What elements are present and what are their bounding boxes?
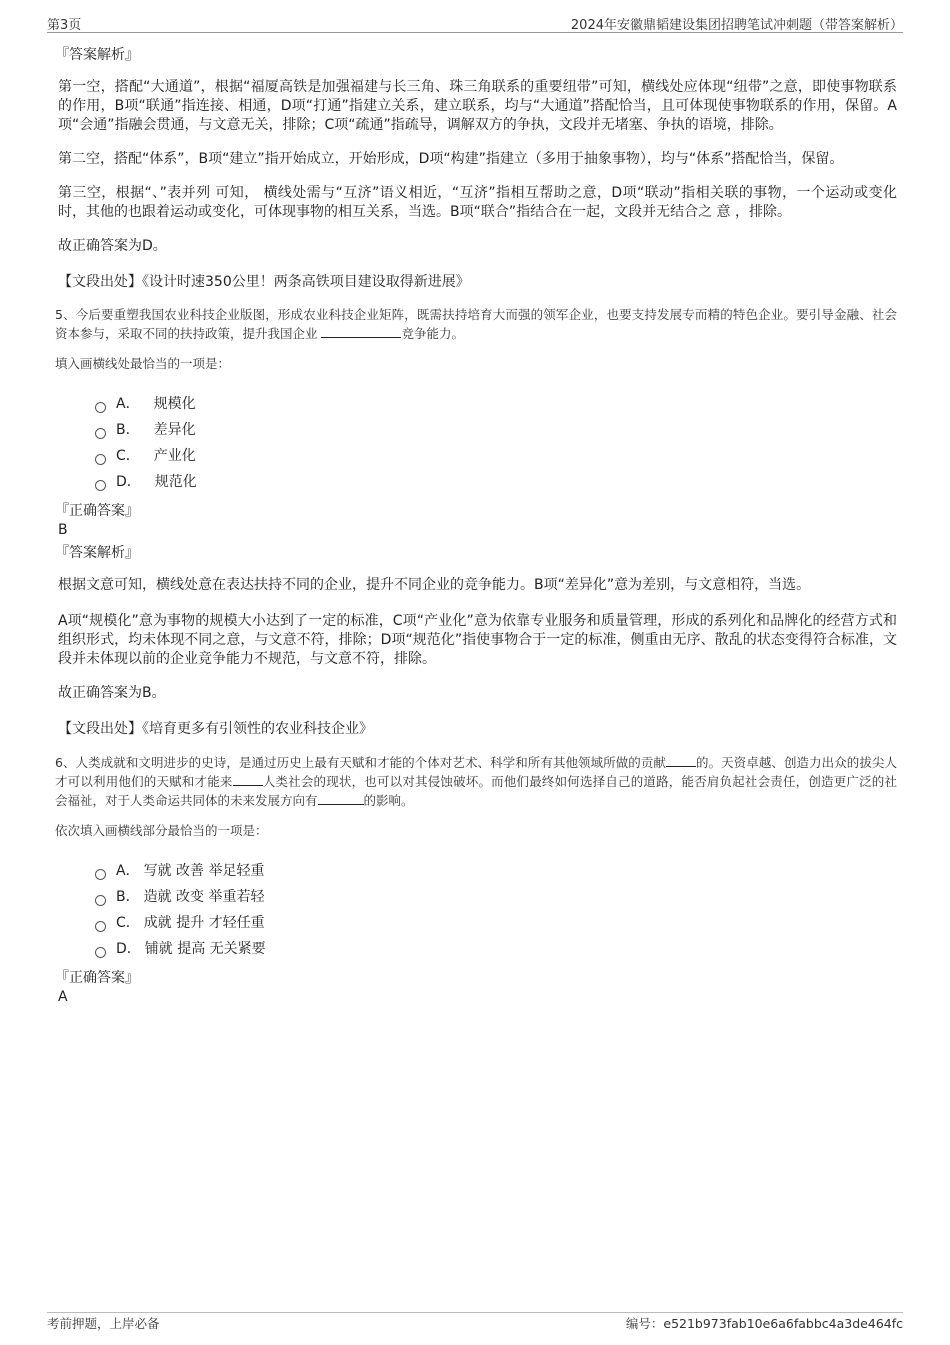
q5-options <box>95 391 897 495</box>
q6-blank-2 <box>233 773 263 786</box>
q6-answer: A <box>58 989 68 1005</box>
q6-stem-part-4: 的影响。 <box>363 793 414 808</box>
page-footer <box>47 1314 903 1332</box>
option-letter: D． <box>116 474 141 490</box>
q5-stem <box>55 305 897 343</box>
option-text: 规模化 <box>153 396 196 412</box>
option-text: 规范化 <box>154 474 197 490</box>
q5-stem-end: 竞争能力。 <box>401 326 464 341</box>
footer-slogan: 考前押题，上岸必备 <box>47 1316 160 1331</box>
q6-correct-label: 『正确答案』 <box>55 970 139 986</box>
q4-conclusion: 故正确答案为D。 <box>58 238 167 254</box>
q6-prompt: 依次填入画横线部分最恰当的一项是： <box>55 823 268 838</box>
q6-options <box>95 858 897 962</box>
radio-button-icon[interactable] <box>95 947 106 958</box>
q4-analysis-paragraph-2: 第二空，搭配“体系”，B项“建立”指开始成立，开始形成，D项“构建”指建立（多用于抽象事物），均与“体系”搭配恰当，保留。 <box>58 151 844 167</box>
header-divider <box>47 32 903 33</box>
q5-correct-label: 『正确答案』 <box>55 503 139 519</box>
q6-blank-3 <box>318 792 364 805</box>
q5-analysis-paragraph-2: A项“规模化”意为事物的规模大小达到了一定的标准，C项“产业化”意为依靠专业服务和质量管理，形成的系列化和品牌化的经营方式和组织形式，均未体现不同之意，与文意不符，排除；D项“规范化”指使事物合于一定的标准，侧重由无序、散乱的状态变得符合标准，文段并未体现以前的企业竞争能力不规范，与文意不符，排除。 <box>58 613 897 667</box>
document-title: 2024年安徽鼎韬建设集团招聘笔试冲刺题（带答案解析） <box>570 18 903 33</box>
option-letter: C． <box>116 915 140 931</box>
option-text: 产业化 <box>153 448 196 464</box>
option-text: 写就 改善 举足轻重 <box>143 863 265 879</box>
page-number: 第3页 <box>47 18 82 33</box>
q5-option-d[interactable] <box>95 469 897 495</box>
q5-option-a[interactable] <box>95 391 897 417</box>
option-text: 铺就 提高 无关紧要 <box>144 941 266 957</box>
q4-analysis-paragraph-3: 第三空，根据“、”表并列 可知， 横线处需与“互济”语义相近，“互济”指相互帮助之意，D项“联动”指相关联的事物，一个运动或变化时，其他的也跟着运动或变化，可体现事物的相互关系，当选。B项“联合”指结合在一起，文段并无结合之 意 ，排除。 <box>58 185 897 220</box>
q6-blank-1 <box>666 754 696 767</box>
q6-stem-part-2: 的。天资卓越、创造力出众的拔尖人才可以利用他们的天赋和才能来 <box>55 755 897 789</box>
option-letter: B． <box>116 422 140 438</box>
option-letter: B． <box>116 889 140 905</box>
code-value: e521b973fab10e6a6fabbc4a3de464fc <box>663 1316 903 1331</box>
option-text: 差异化 <box>153 422 196 438</box>
q5-prompt: 填入画横线处最恰当的一项是： <box>55 356 231 371</box>
radio-button-icon[interactable] <box>95 895 106 906</box>
q5-blank <box>321 325 401 338</box>
q5-option-b[interactable] <box>95 417 897 443</box>
q5-analysis-paragraph-1: 根据文意可知，横线处意在表达扶持不同的企业，提升不同企业的竞争能力。B项“差异化”意为差别，与文意相符，当选。 <box>58 577 811 593</box>
radio-button-icon[interactable] <box>95 869 106 880</box>
q5-source: 【文段出处】《培育更多有引领性的农业科技企业》 <box>58 721 373 737</box>
option-letter: A． <box>116 396 140 412</box>
q4-source: 【文段出处】《设计时速350公里！两条高铁项目建设取得新进展》 <box>58 274 470 290</box>
page-header <box>47 14 903 32</box>
code-label: 编号： <box>625 1316 664 1331</box>
q6-option-c[interactable] <box>95 910 897 936</box>
q6-stem <box>55 753 897 810</box>
option-letter: D． <box>116 941 141 957</box>
q6-option-a[interactable] <box>95 858 897 884</box>
q4-analysis-paragraph-1: 第一空，搭配“大通道”，根据“福厦高铁是加强福建与长三角、珠三角联系的重要纽带”可知，横线处应体现“纽带”之意，即使事物联系的作用，B项“联通”指连接、相通，D项“打通”指建立关系，建立联系，均与“大通道”搭配恰当，且可体现使事物联系的作用，保留。A项“会通”指融会贯通，与文意无关，排除；C项“疏通”指疏导，调解双方的争执，文段并无堵塞、争执的语境，排除。 <box>58 79 897 133</box>
q6-stem-part-3: 人类社会的现状，也可以对其侵蚀破坏。而他们最终如何选择自己的道路，能否肩负起社会责任，创造更广泛的社会福祉，对于人类命运共同体的未来发展方向有 <box>55 774 897 808</box>
q5-stem-text: 5、今后要重塑我国农业科技企业版图，形成农业科技企业矩阵，既需扶持培育大而强的领军企业，也要支持发展专而精的特色企业。要引导金融、社会资本参与，采取不同的扶持政策，提升我国企业 <box>55 307 897 341</box>
q6-option-d[interactable] <box>95 936 897 962</box>
q5-option-c[interactable] <box>95 443 897 469</box>
option-text: 造就 改变 举重若轻 <box>143 889 265 905</box>
footer-divider <box>47 1312 903 1313</box>
radio-button-icon[interactable] <box>95 402 106 413</box>
radio-button-icon[interactable] <box>95 428 106 439</box>
document-code <box>626 1314 903 1332</box>
q4-analysis-label: 『答案解析』 <box>55 47 139 63</box>
q6-stem-part-1: 6、人类成就和文明进步的史诗，是通过历史上最有天赋和才能的个体对艺术、科学和所有其他领域所做的贡献 <box>55 755 666 770</box>
option-letter: C． <box>116 448 140 464</box>
page-content <box>55 46 897 1011</box>
q6-option-b[interactable] <box>95 884 897 910</box>
option-letter: A． <box>116 863 140 879</box>
radio-button-icon[interactable] <box>95 480 106 491</box>
q5-conclusion: 故正确答案为B。 <box>58 685 166 701</box>
radio-button-icon[interactable] <box>95 454 106 465</box>
q5-answer: B <box>58 522 68 538</box>
radio-button-icon[interactable] <box>95 921 106 932</box>
option-text: 成就 提升 才轻任重 <box>143 915 265 931</box>
q5-analysis-label: 『答案解析』 <box>55 545 139 561</box>
